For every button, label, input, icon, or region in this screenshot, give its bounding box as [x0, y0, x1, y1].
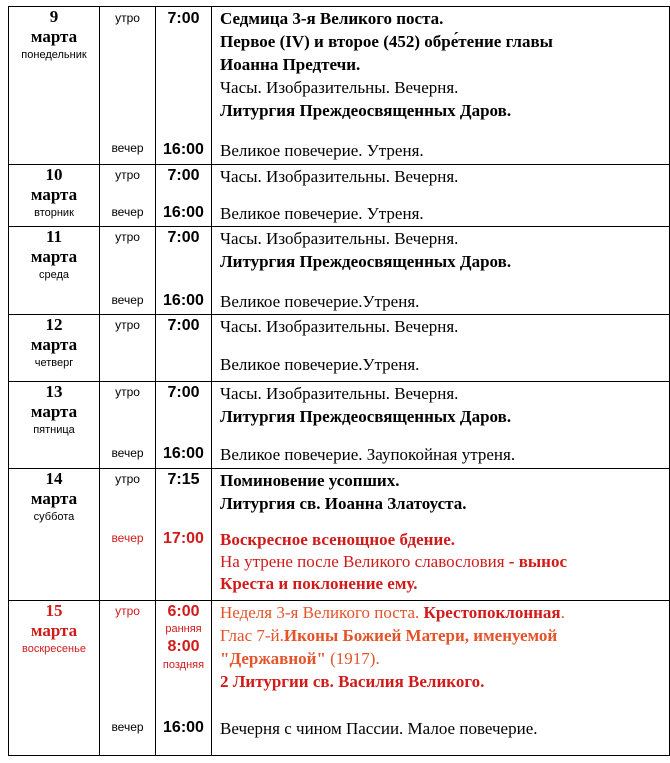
morning-label: утро — [115, 11, 140, 25]
part-cell — [100, 601, 156, 756]
weekday: понедельник — [21, 49, 87, 61]
vigil-note — [220, 551, 665, 572]
late-note: поздняя — [162, 659, 205, 671]
service-line: Первое (IV) и второе (452) обре́тение главы — [220, 32, 553, 51]
morning-label: утро — [115, 168, 140, 182]
schedule-table — [8, 6, 670, 756]
morning-time: 7:00 — [167, 167, 200, 184]
time-cell — [156, 7, 212, 165]
evening-label: вечер — [111, 531, 144, 545]
part-cell — [100, 469, 156, 601]
evening-time: 17:00 — [163, 530, 204, 547]
part-cell — [100, 227, 156, 315]
morning-time: 7:00 — [167, 317, 200, 334]
evening-time: 16:00 — [163, 141, 204, 158]
part-cell — [100, 165, 156, 227]
date-cell — [9, 165, 100, 227]
month: марта — [30, 489, 78, 508]
evening-service: Великое повечерие. Заупокойная утреня. — [220, 445, 516, 464]
vigil-note-bold: - вынос — [508, 552, 568, 571]
evening-label: вечер — [111, 446, 144, 460]
sunday-line — [220, 648, 665, 669]
service-cell — [212, 227, 670, 315]
month: марта — [30, 185, 78, 204]
month: марта — [30, 335, 78, 354]
service-line: Часы. Изобразительны. Вечерня. — [220, 384, 459, 403]
morning-label: утро — [115, 472, 140, 486]
evening-service: Вечерня с чином Пассии. Малое повечерие. — [220, 719, 538, 738]
evening-service: Великое повечерие. Утреня. — [220, 141, 424, 160]
morning-time: 7:00 — [167, 10, 200, 27]
day-number: 11 — [45, 227, 63, 246]
sunday-line-bold: "Державной" — [220, 649, 326, 668]
month: марта — [30, 27, 78, 46]
service-line: Часы. Изобразительны. Вечерня. — [220, 78, 459, 97]
day-row — [9, 315, 670, 382]
time-cell — [156, 469, 212, 601]
service-line: Литургия Преждеосвященных Даров. — [220, 407, 512, 426]
service-line: Часы. Изобразительны. Вечерня. — [220, 317, 459, 336]
evening-service: Великое повечерие. Утреня. — [220, 204, 424, 223]
sunday-line: 2 Литургии св. Василия Великого. — [220, 672, 485, 691]
day-number: 9 — [49, 7, 59, 26]
service-line: Литургия Преждеосвященных Даров. — [220, 252, 512, 271]
sunday-line-text: Неделя 3-я Великого поста. — [220, 603, 424, 622]
day-number: 13 — [45, 382, 63, 401]
date-cell — [9, 7, 100, 165]
morning-label: утро — [115, 385, 140, 399]
time-cell — [156, 227, 212, 315]
day-row — [9, 601, 670, 756]
part-cell — [100, 7, 156, 165]
part-cell — [100, 315, 156, 382]
morning-label: утро — [115, 230, 140, 244]
time-cell — [156, 382, 212, 469]
service-cell — [212, 601, 670, 756]
evening-time: 16:00 — [163, 719, 204, 736]
weekday: суббота — [33, 511, 75, 523]
sunday-line-text: Глас 7-й. — [220, 626, 284, 645]
service-line: Литургия Преждеосвященных Даров. — [220, 101, 512, 120]
early-note: ранняя — [165, 623, 202, 635]
time-cell — [156, 165, 212, 227]
day-row — [9, 7, 670, 165]
sunday-line — [220, 625, 665, 646]
month: марта — [30, 402, 78, 421]
day-number: 14 — [45, 469, 63, 488]
service-line: Часы. Изобразительны. Вечерня. — [220, 229, 459, 248]
month: марта — [30, 621, 78, 640]
evening-label: вечер — [111, 141, 144, 155]
day-row — [9, 469, 670, 601]
sunday-line-bold: Иконы Божией Матери, именуемой — [283, 626, 558, 645]
evening-label: вечер — [111, 720, 144, 734]
morning-time: 7:00 — [167, 229, 200, 246]
morning-label: утро — [115, 604, 140, 618]
sunday-line-end: . — [560, 603, 565, 622]
weekday: пятница — [33, 424, 75, 436]
date-cell — [9, 469, 100, 601]
time-cell — [156, 315, 212, 382]
day-number: 10 — [45, 165, 63, 184]
morning-time: 7:15 — [167, 471, 200, 488]
late-time: 8:00 — [167, 638, 200, 655]
evening-time: 16:00 — [163, 292, 204, 309]
sunday-line — [220, 602, 665, 623]
evening-service: Великое повечерие.Утреня. — [220, 292, 420, 311]
part-cell — [100, 382, 156, 469]
time-cell — [156, 601, 212, 756]
date-cell — [9, 382, 100, 469]
service-line: Литургия св. Иоанна Златоуста. — [220, 494, 467, 513]
weekday: четверг — [34, 357, 74, 369]
sunday-line-text: (1917). — [325, 649, 380, 668]
day-number: 15 — [45, 601, 63, 620]
vigil-note-line2: Креста и поклонение ему. — [220, 574, 418, 593]
day-row — [9, 165, 670, 227]
service-cell — [212, 165, 670, 227]
service-line: Седмица 3-я Великого поста. — [220, 9, 444, 28]
service-cell — [212, 382, 670, 469]
evening-label: вечер — [111, 293, 144, 307]
day-row — [9, 382, 670, 469]
service-cell — [212, 7, 670, 165]
date-cell — [9, 315, 100, 382]
month: марта — [30, 247, 78, 266]
service-line: Поминовение усопших. — [220, 471, 400, 490]
evening-time: 16:00 — [163, 445, 204, 462]
morning-label: утро — [115, 318, 140, 332]
date-cell — [9, 601, 100, 756]
morning-time: 7:00 — [167, 384, 200, 401]
date-cell — [9, 227, 100, 315]
service-cell — [212, 469, 670, 601]
evening-service: Великое повечерие.Утреня. — [220, 355, 420, 374]
weekday: воскресенье — [22, 643, 86, 655]
weekday: вторник — [34, 207, 74, 219]
evening-time: 16:00 — [163, 204, 204, 221]
service-line: Иоанна Предтечи. — [220, 55, 361, 74]
early-time: 6:00 — [167, 603, 200, 620]
vigil-title: Воскресное всенощное бдение. — [220, 530, 456, 549]
service-cell — [212, 315, 670, 382]
evening-label: вечер — [111, 205, 144, 219]
vigil-note-text: На утрене после Великого славословия — [220, 552, 509, 571]
weekday: среда — [38, 269, 70, 281]
service-line: Часы. Изобразительны. Вечерня. — [220, 167, 459, 186]
sunday-line-bold: Крестопоклонная — [423, 603, 561, 622]
day-row — [9, 227, 670, 315]
day-number: 12 — [45, 315, 63, 334]
